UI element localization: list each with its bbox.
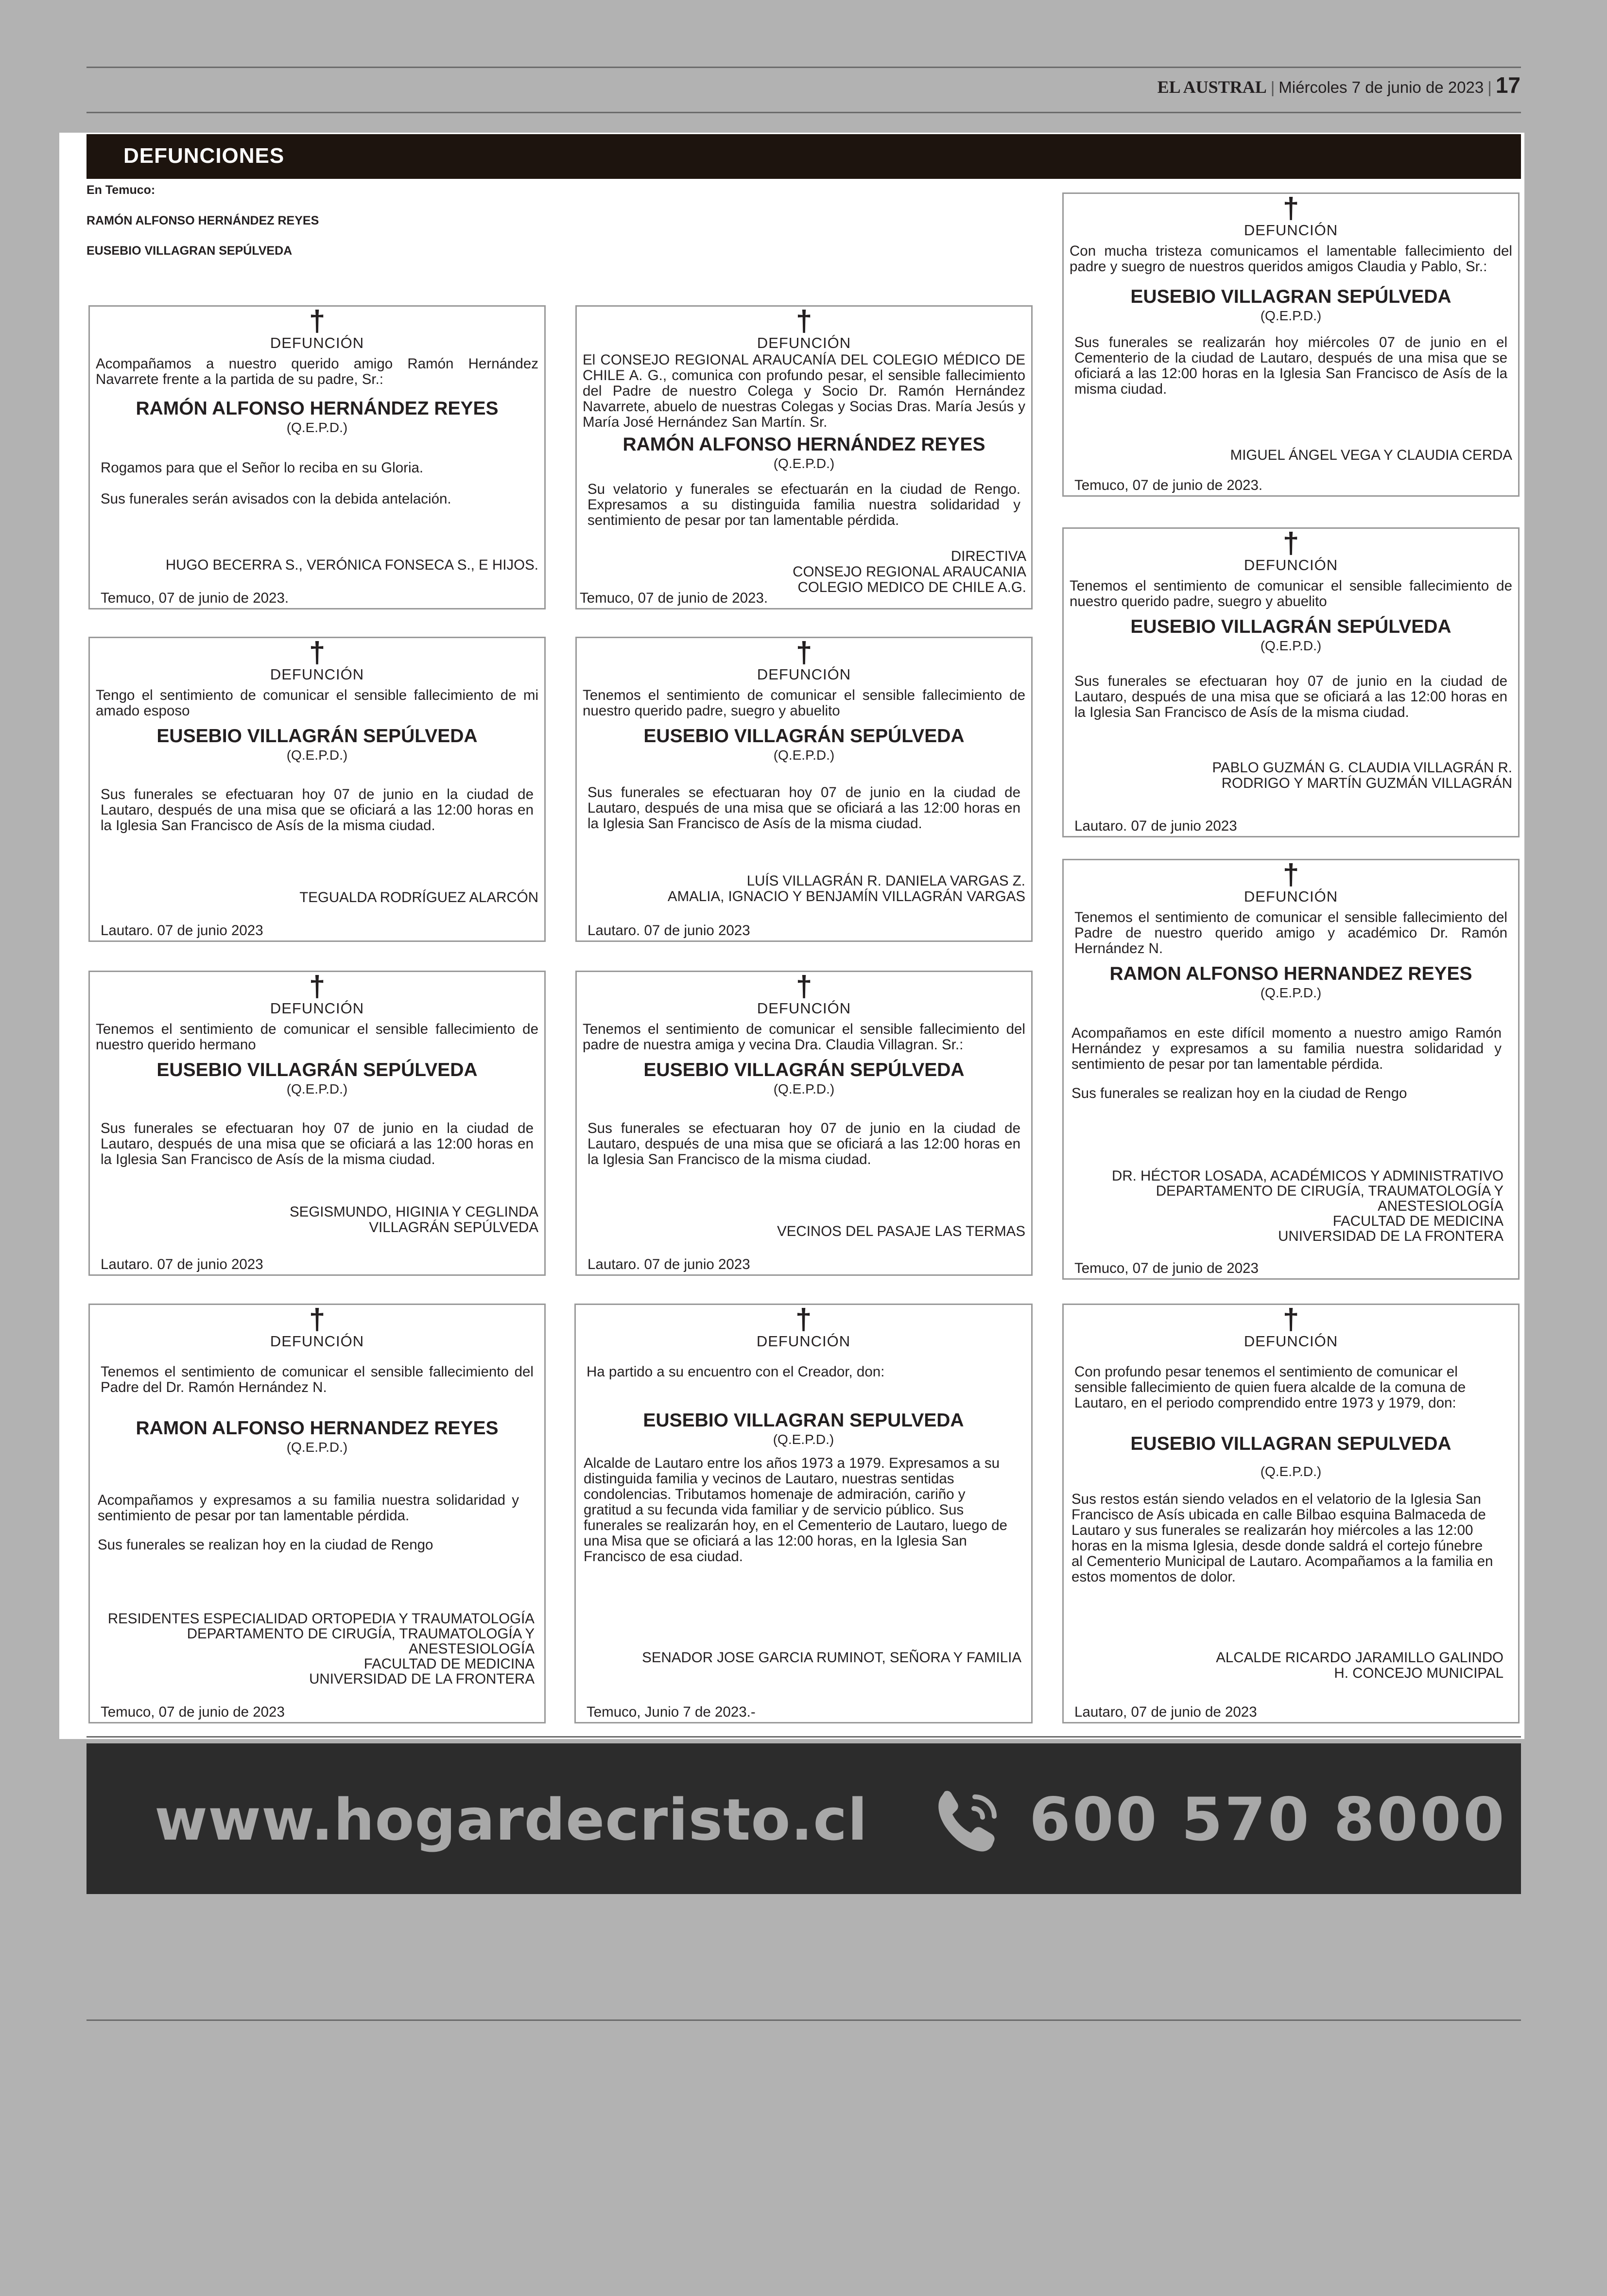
notice-body: Sus funerales se efectuaran hoy 07 de junio en la ciudad de Lautaro, después de una misa que se oficiará a las 12:00 horas en la Iglesia San Francisco de Asís de la misma ciudad. — [588, 784, 1020, 832]
notice-place-date: Lautaro, 07 de junio de 2023 — [1074, 1704, 1257, 1720]
phone-icon — [932, 1787, 1005, 1855]
notice-signature: LUÍS VILLAGRÁN R. DANIELA VARGAS Z. AMALIA, IGNACIO Y BENJAMÍN VILLAGRÁN VARGAS — [667, 873, 1025, 904]
obituary-notice — [575, 305, 1033, 609]
top-rule — [86, 67, 1521, 68]
notice-intro: Tenemos el sentimiento de comunicar el sensible fallecimiento de nuestro querido padre, suegro y abuelito — [583, 687, 1025, 719]
bottom-rule — [86, 2019, 1521, 2021]
notice-place-date: Temuco, 07 de junio de 2023. — [1074, 477, 1263, 493]
notice-heading: DEFUNCIÓN — [270, 1333, 364, 1350]
notice-body: Sus funerales se efectuaran hoy 07 de junio en la ciudad de Lautaro, después de una misa que se oficiará a las 12:00 horas en la Iglesia San Francisco de Asís de la misma ciudad. — [101, 786, 534, 834]
notice-intro: Acompañamos a nuestro querido amigo Ramón Hernández Navarrete frente a la partida de su padre, Sr.: — [96, 356, 538, 387]
header-rule — [86, 112, 1521, 113]
cross-icon: † — [309, 1303, 326, 1336]
advertisement-banner[interactable] — [86, 1743, 1521, 1894]
notice-signature: DIRECTIVA CONSEJO REGIONAL ARAUCANIA COLEGIO MEDICO DE CHILE A.G. — [793, 548, 1026, 595]
notice-heading: DEFUNCIÓN — [1244, 222, 1338, 239]
obituary-notice — [575, 637, 1033, 942]
deceased-name: RAMON ALFONSO HERNANDEZ REYES — [136, 1418, 499, 1439]
notice-body: Acompañamos en este difícil momento a nuestro amigo Ramón Hernández y expresamos a su familia nuestra solidaridad y sentimiento de pesar por tan lamentable pérdida. — [1071, 1025, 1502, 1072]
notice-body: Su velatorio y funerales se efectuarán en la ciudad de Rengo. Expresamos a su distinguida familia nuestra solidaridad y sentimiento de pesar por tan lamentable pérdida. — [588, 481, 1020, 528]
notice-body: Sus funerales se realizarán hoy miércoles 07 de junio en el Cementerio de la ciudad de Lautaro, después de una misa que se oficiará a las 12:00 horas en la Iglesia San Francisco de Asís de la misma ciudad. — [1074, 334, 1507, 397]
notice-heading: DEFUNCIÓN — [757, 666, 851, 683]
notice-body: Sus funerales se efectuaran hoy 07 de junio en la ciudad de Lautaro, después de una misa que se oficiará a las 12:00 horas en la Iglesia San Francisco de la misma ciudad. — [588, 1120, 1020, 1167]
obituary-notice — [88, 971, 546, 1276]
notice-place-date: Lautaro. 07 de junio 2023 — [588, 922, 750, 939]
notice-intro: Tenemos el sentimiento de comunicar el sensible fallecimiento del padre de nuestra amiga y vecina Dra. Claudia Villagran. Sr.: — [583, 1021, 1025, 1053]
notice-intro: Tenemos el sentimiento de comunicar el sensible fallecimiento de nuestro querido padre, suegro y abuelito — [1070, 578, 1512, 609]
notice-intro: Tenemos el sentimiento de comunicar el sensible fallecimiento del Padre de nuestro querido amigo y académico Dr. Ramón Hernández N. — [1074, 909, 1507, 957]
notice-intro: Ha partido a su encuentro con el Creador, don: — [587, 1364, 885, 1380]
obituary-notice — [88, 305, 546, 609]
notice-heading: DEFUNCIÓN — [1244, 1333, 1338, 1350]
page-number: 17 — [1495, 72, 1521, 98]
notice-intro: Tenemos el sentimiento de comunicar el sensible fallecimiento del Padre del Dr. Ramón Hernández N. — [101, 1364, 534, 1395]
qepd: (Q.E.P.D.) — [1260, 638, 1322, 653]
qepd: (Q.E.P.D.) — [773, 456, 835, 471]
obituary-notice — [1062, 1304, 1520, 1723]
cross-icon: † — [795, 1303, 812, 1336]
notice-place-date: Temuco, 07 de junio de 2023 — [101, 1704, 285, 1720]
notice-body: Sus funerales se realizan hoy en la ciudad de Rengo — [1071, 1085, 1407, 1101]
ad-phone-number[interactable]: 600 570 8000 — [1029, 1785, 1506, 1854]
notice-heading: DEFUNCIÓN — [757, 334, 851, 351]
notice-place-date: Temuco, 07 de junio de 2023 — [1074, 1260, 1259, 1276]
deceased-name: RAMÓN ALFONSO HERNÁNDEZ REYES — [136, 398, 499, 419]
cross-icon: † — [1282, 1303, 1299, 1336]
issue-date: Miércoles 7 de junio de 2023 — [1279, 78, 1484, 96]
notice-signature: TEGUALDA RODRÍGUEZ ALARCÓN — [299, 889, 538, 905]
obituary-notice — [1062, 859, 1520, 1280]
notice-place-date: Temuco, 07 de junio de 2023. — [101, 590, 289, 606]
cross-icon: † — [309, 970, 326, 1003]
notice-place-date: Temuco, Junio 7 de 2023.- — [587, 1704, 756, 1720]
deceased-name: EUSEBIO VILLAGRAN SEPULVEDA — [1130, 1433, 1451, 1454]
obituary-notice — [88, 1304, 546, 1723]
qepd: (Q.E.P.D.) — [773, 748, 835, 763]
notice-heading: DEFUNCIÓN — [757, 1000, 851, 1017]
cross-icon: † — [1282, 858, 1299, 891]
index-name: EUSEBIO VILLAGRAN SEPÚLVEDA — [86, 244, 293, 258]
cross-icon: † — [309, 305, 326, 337]
notice-signature: PABLO GUZMÁN G. CLAUDIA VILLAGRÁN R. RODRIGO Y MARTÍN GUZMÁN VILLAGRÁN — [1212, 760, 1512, 791]
cross-icon: † — [795, 305, 812, 337]
deceased-name: EUSEBIO VILLAGRÁN SEPÚLVEDA — [156, 726, 478, 747]
index-city: En Temuco: — [86, 183, 156, 197]
notice-intro: Tengo el sentimiento de comunicar el sensible fallecimiento de mi amado esposo — [96, 687, 538, 719]
notice-intro: Con profundo pesar tenemos el sentimiento de comunicar el sensible fallecimiento de quien fuera alcalde de la comuna de Lautaro, en el periodo comprendido entre 1973 y 1979, don: — [1074, 1364, 1466, 1411]
notice-body: Rogamos para que el Señor lo reciba en su Gloria. — [101, 460, 424, 476]
ad-website-url[interactable]: www.hogardecristo.cl — [155, 1786, 868, 1853]
section-title: DEFUNCIONES — [123, 144, 285, 168]
obituary-notice — [88, 637, 546, 942]
notice-intro: El CONSEJO REGIONAL ARAUCANÍA DEL COLEGIO MÉDICO DE CHILE A. G., comunica con profundo pesar, el sensible fallecimiento del Padre de nuestro Colega y Socio Dr. Ramón Hernández Navarrete, abuelo de nuestras Colegas y Socias Dras. María Jesús y María José Hernández San Martín. Sr. — [583, 352, 1025, 430]
notice-body: Acompañamos y expresamos a su familia nuestra solidaridad y sentimiento de pesar por tan lamentable pérdida. — [98, 1492, 519, 1524]
section-bottom-rule — [86, 1736, 1521, 1738]
qepd: (Q.E.P.D.) — [773, 1081, 835, 1096]
index-name: RAMÓN ALFONSO HERNÁNDEZ REYES — [86, 214, 319, 227]
notice-signature: ALCALDE RICARDO JARAMILLO GALINDO H. CONCEJO MUNICIPAL — [1216, 1650, 1503, 1681]
notice-place-date: Lautaro. 07 de junio 2023 — [101, 1256, 263, 1272]
deceased-name: RAMÓN ALFONSO HERNÁNDEZ REYES — [622, 434, 985, 455]
deceased-name: EUSEBIO VILLAGRAN SEPÚLVEDA — [1130, 286, 1451, 307]
newspaper-name: EL AUSTRAL — [1157, 77, 1267, 97]
notice-place-date: Lautaro. 07 de junio 2023 — [101, 922, 263, 939]
deceased-name: EUSEBIO VILLAGRÁN SEPÚLVEDA — [643, 726, 965, 747]
obituary-notice — [1062, 527, 1520, 837]
cross-icon: † — [795, 636, 812, 669]
qepd: (Q.E.P.D.) — [286, 420, 348, 435]
section-header — [86, 134, 1521, 179]
qepd: (Q.E.P.D.) — [1260, 985, 1322, 1000]
qepd: (Q.E.P.D.) — [1260, 1464, 1322, 1479]
notice-signature: DR. HÉCTOR LOSADA, ACADÉMICOS Y ADMINISTRATIVO DEPARTAMENTO DE CIRUGÍA, TRAUMATOLOGÍA Y ANESTESIOLOGÍA FACULTAD DE MEDICINA UNIVERSIDAD DE LA FRONTERA — [1112, 1168, 1503, 1244]
notice-signature: HUGO BECERRA S., VERÓNICA FONSECA S., E HIJOS. — [165, 557, 538, 573]
cross-icon: † — [309, 636, 326, 669]
notice-body: Sus funerales se efectuaran hoy 07 de junio en la ciudad de Lautaro, después de una misa que se oficiará a las 12:00 horas en la Iglesia San Francisco de Asís de la misma ciudad. — [101, 1120, 534, 1167]
notice-intro: Tenemos el sentimiento de comunicar el sensible fallecimiento de nuestro querido hermano — [96, 1021, 538, 1053]
notice-place-date: Lautaro. 07 de junio 2023 — [1074, 818, 1237, 834]
notice-heading: DEFUNCIÓN — [756, 1333, 851, 1350]
cross-icon: † — [795, 970, 812, 1003]
notice-signature: MIGUEL ÁNGEL VEGA Y CLAUDIA CERDA — [1230, 447, 1512, 463]
notice-place-date: Temuco, 07 de junio de 2023. — [580, 590, 768, 606]
notice-signature: SENADOR JOSE GARCIA RUMINOT, SEÑORA Y FAMILIA — [642, 1650, 1021, 1666]
qepd: (Q.E.P.D.) — [286, 748, 348, 763]
obituary-notice — [575, 971, 1033, 1276]
notice-signature: RESIDENTES ESPECIALIDAD ORTOPEDIA Y TRAUMATOLOGÍA DEPARTAMENTO DE CIRUGÍA, TRAUMATOLOGÍA Y ANESTESIOLOGÍA FACULTAD DE MEDICINA UNIVERSIDAD DE LA FRONTERA — [107, 1611, 535, 1687]
deceased-name: EUSEBIO VILLAGRÁN SEPÚLVEDA — [643, 1060, 965, 1080]
notice-body: Sus funerales se efectuaran hoy 07 de junio en la ciudad de Lautaro, después de una misa que se oficiará a las 12:00 horas en la Iglesia San Francisco de Asís de la misma ciudad. — [1074, 673, 1507, 720]
qepd: (Q.E.P.D.) — [286, 1440, 348, 1455]
qepd: (Q.E.P.D.) — [286, 1081, 348, 1096]
notice-heading: DEFUNCIÓN — [270, 1000, 364, 1017]
notice-heading: DEFUNCIÓN — [270, 666, 364, 683]
notice-heading: DEFUNCIÓN — [1244, 888, 1338, 905]
notice-heading: DEFUNCIÓN — [270, 334, 364, 351]
deceased-name: EUSEBIO VILLAGRÁN SEPÚLVEDA — [1130, 616, 1451, 637]
notice-body: Sus funerales serán avisados con la debida antelación. — [101, 491, 451, 507]
qepd: (Q.E.P.D.) — [773, 1432, 834, 1447]
notice-place-date: Lautaro. 07 de junio 2023 — [588, 1256, 750, 1272]
obituary-notice — [1062, 192, 1520, 497]
notice-body: Alcalde de Lautaro entre los años 1973 a 1979. Expresamos a su distinguida familia y vecinos de Lautaro, nuestras sentidas condolencias. Tributamos homenaje de admiración, cariño y gratitud a su fecunda vida familiar y de servicio público. Sus funerales se realizarán hoy, en el Cementerio de Lautaro, luego de una Misa que se oficiará a las 12:00 horas, en la Iglesia San Francisco de esa ciudad. — [584, 1455, 1007, 1565]
notice-signature: VECINOS DEL PASAJE LAS TERMAS — [777, 1223, 1025, 1239]
notice-heading: DEFUNCIÓN — [1244, 557, 1338, 574]
deceased-name: EUSEBIO VILLAGRÁN SEPÚLVEDA — [156, 1060, 478, 1080]
cross-icon: † — [1282, 527, 1299, 559]
cross-icon: † — [1282, 192, 1299, 225]
notice-body: Sus funerales se realizan hoy en la ciudad de Rengo — [98, 1537, 433, 1553]
deceased-name: EUSEBIO VILLAGRAN SEPULVEDA — [643, 1410, 964, 1431]
notice-intro: Con mucha tristeza comunicamos el lamentable fallecimiento del padre y suegro de nuestros queridos amigos Claudia y Pablo, Sr.: — [1070, 243, 1512, 275]
deceased-name: RAMON ALFONSO HERNANDEZ REYES — [1109, 963, 1472, 984]
notice-body: Sus restos están siendo velados en el velatorio de la Iglesia San Francisco de Asís ubicada en calle Bilbao esquina Balmaceda de Lautaro y sus funerales se realizarán hoy miércoles a las 12:00 horas en la misma Iglesia, desde donde saldrá el cortejo fúnebre al Cementerio Municipal de Lautaro. Acompañamos a la familia en estos momentos de dolor. — [1071, 1491, 1493, 1585]
notice-signature: SEGISMUNDO, HIGINIA Y CEGLINDA VILLAGRÁN SEPÚLVEDA — [289, 1204, 538, 1235]
masthead: EL AUSTRAL | Miércoles 7 de junio de 2023 | 17 — [1157, 72, 1521, 98]
obituary-notice — [574, 1304, 1033, 1723]
qepd: (Q.E.P.D.) — [1260, 308, 1322, 323]
